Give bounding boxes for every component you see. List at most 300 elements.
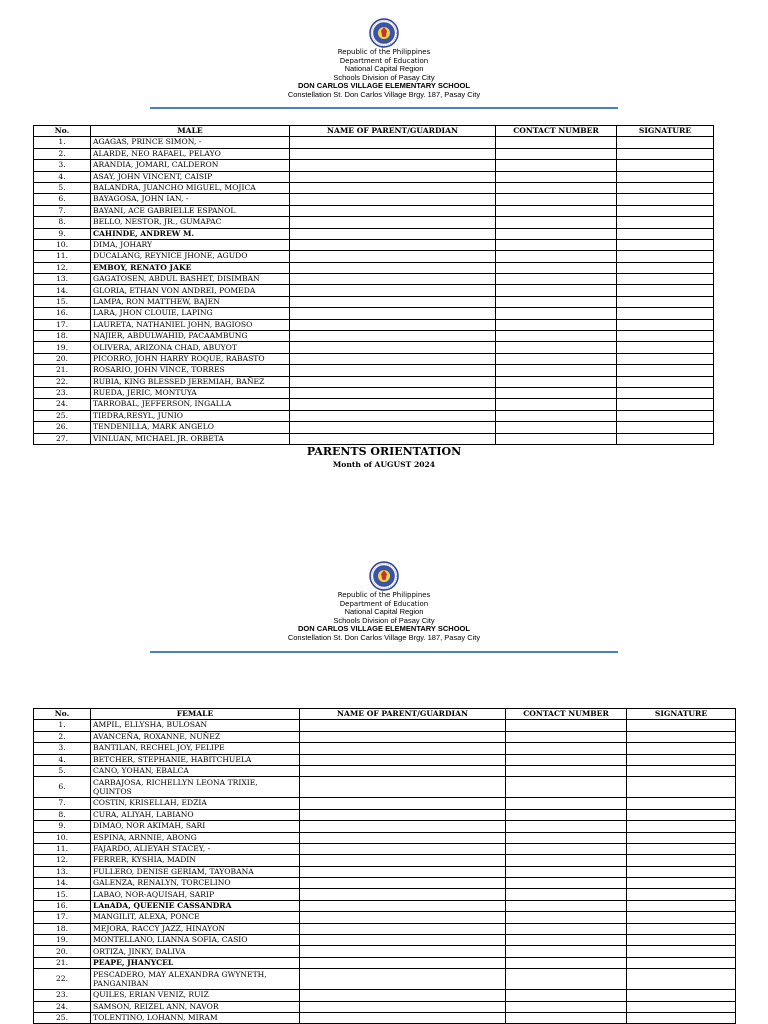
contact-number-cell xyxy=(506,912,627,923)
contact-number-cell xyxy=(496,171,617,182)
parent-name-cell xyxy=(290,319,496,330)
student-name-cell: AGAGAS, PRINCE SIMON, - xyxy=(91,137,290,148)
student-name-cell: QUILES, ERIAN VENIZ, RUIZ xyxy=(91,990,300,1001)
student-name-cell: DIMAO, NOR AKIMAH, SARI xyxy=(91,821,300,832)
row-number-cell: 17. xyxy=(34,912,91,923)
table-row xyxy=(34,194,714,205)
page-title: PARENTS ORIENTATION xyxy=(306,445,462,458)
table-header-row xyxy=(34,709,736,720)
parent-name-cell xyxy=(300,935,506,946)
student-name-cell: LAMPA, RON MATTHEW, BAJEN xyxy=(91,296,290,307)
row-number-cell: 18. xyxy=(34,923,91,934)
row-number-cell: 15. xyxy=(34,889,91,900)
parent-name-cell xyxy=(300,990,506,1001)
parent-name-cell xyxy=(290,365,496,376)
student-name-cell: CARBAJOSA, RICHELLYN LEONA TRIXIE, QUINTOS xyxy=(91,777,300,798)
table-row xyxy=(34,285,714,296)
contact-number-cell xyxy=(496,205,617,216)
student-name-cell: CAHINDE, ANDREW M. xyxy=(91,228,290,239)
header-region: National Capital Region xyxy=(344,607,424,617)
signature-cell xyxy=(627,777,736,798)
row-number-cell: 10. xyxy=(34,239,91,250)
parent-name-cell xyxy=(290,342,496,353)
col-header-male: MALE xyxy=(91,126,290,137)
signature-cell xyxy=(627,878,736,889)
student-name-cell: PICORRO, JOHN HARRY ROQUE, RABASTO xyxy=(91,353,290,364)
signature-cell xyxy=(617,319,714,330)
parent-name-cell xyxy=(290,262,496,273)
row-number-cell: 25. xyxy=(34,1012,91,1023)
parent-name-cell xyxy=(290,308,496,319)
parent-name-cell xyxy=(300,720,506,731)
contact-number-cell xyxy=(506,1001,627,1012)
table-row xyxy=(34,182,714,193)
table-row xyxy=(34,1001,736,1012)
contact-number-cell xyxy=(496,319,617,330)
contact-number-cell xyxy=(506,832,627,843)
table-row xyxy=(34,731,736,742)
parent-name-cell xyxy=(290,239,496,250)
signature-cell xyxy=(617,387,714,398)
signature-cell xyxy=(627,866,736,877)
table-row xyxy=(34,353,714,364)
table-row xyxy=(34,296,714,307)
table-row xyxy=(34,1012,736,1023)
signature-cell xyxy=(627,923,736,934)
parent-name-cell xyxy=(290,296,496,307)
contact-number-cell xyxy=(506,969,627,990)
row-number-cell: 24. xyxy=(34,1001,91,1012)
table-row xyxy=(34,365,714,376)
parent-name-cell xyxy=(300,889,506,900)
parent-name-cell xyxy=(290,433,496,444)
student-name-cell: BETCHER, STEPHANIE, HABITCHUELA xyxy=(91,754,300,765)
contact-number-cell xyxy=(506,889,627,900)
student-name-cell: DIMA, JOHARY xyxy=(91,239,290,250)
parent-name-cell xyxy=(300,1001,506,1012)
signature-cell xyxy=(617,399,714,410)
parent-name-cell xyxy=(300,843,506,854)
student-name-cell: EMBOY, RENATO JAKE xyxy=(91,262,290,273)
row-number-cell: 13. xyxy=(34,274,91,285)
row-number-cell: 5. xyxy=(34,765,91,776)
table-row xyxy=(34,777,736,798)
student-name-cell: RUEDA, JERIC, MONTUYA xyxy=(91,387,290,398)
page-subtitle: Month of AUGUST 2024 xyxy=(332,460,436,469)
parent-name-cell xyxy=(290,387,496,398)
table-row xyxy=(34,843,736,854)
student-name-cell: PEAPE, JHANYCEL xyxy=(91,957,300,968)
student-name-cell: TOLENTINO, LOHANN, MIRAM xyxy=(91,1012,300,1023)
row-number-cell: 21. xyxy=(34,365,91,376)
contact-number-cell xyxy=(506,855,627,866)
parent-name-cell xyxy=(290,171,496,182)
table-row xyxy=(34,912,736,923)
contact-number-cell xyxy=(496,274,617,285)
signature-cell xyxy=(617,422,714,433)
contact-number-cell xyxy=(496,296,617,307)
row-number-cell: 2. xyxy=(34,731,91,742)
parent-name-cell xyxy=(290,228,496,239)
col-header-no: No. xyxy=(34,709,91,720)
header-address: Constellation St. Don Carlos Village Brgy. 187, Pasay City xyxy=(287,89,481,99)
signature-cell xyxy=(617,296,714,307)
contact-number-cell xyxy=(496,410,617,421)
row-number-cell: 20. xyxy=(34,353,91,364)
signature-cell xyxy=(627,912,736,923)
table-row xyxy=(34,765,736,776)
table-row xyxy=(34,137,714,148)
row-number-cell: 8. xyxy=(34,217,91,228)
student-name-cell: FERRER, KYSHIA, MADIN xyxy=(91,855,300,866)
parent-name-cell xyxy=(290,137,496,148)
student-name-cell: LABAO, NOR-AQUISAH, SARIP xyxy=(91,889,300,900)
student-name-cell: NAJIER, ABDULWAHID, PACAAMBUNG xyxy=(91,331,290,342)
parent-name-cell xyxy=(300,798,506,809)
signature-cell xyxy=(617,205,714,216)
row-number-cell: 14. xyxy=(34,285,91,296)
student-name-cell: AVANCEÑA, ROXANNE, NUÑEZ xyxy=(91,731,300,742)
contact-number-cell xyxy=(496,228,617,239)
letterhead xyxy=(0,591,768,643)
student-name-cell: MANGILIT, ALEXA, PONCE xyxy=(91,912,300,923)
student-name-cell: GALENZA, RENALYN, TORCELINO xyxy=(91,878,300,889)
table-row xyxy=(34,878,736,889)
parent-name-cell xyxy=(290,194,496,205)
parent-name-cell xyxy=(300,832,506,843)
contact-number-cell xyxy=(506,743,627,754)
row-number-cell: 3. xyxy=(34,160,91,171)
parent-name-cell xyxy=(290,376,496,387)
student-name-cell: ESPINA, ARNNIE, ABONG xyxy=(91,832,300,843)
header-department: Department of Education xyxy=(339,56,429,65)
contact-number-cell xyxy=(506,957,627,968)
table-row xyxy=(34,720,736,731)
female-roster-table xyxy=(33,708,736,1024)
signature-cell xyxy=(627,743,736,754)
parent-name-cell xyxy=(290,148,496,159)
table-row xyxy=(34,754,736,765)
row-number-cell: 7. xyxy=(34,205,91,216)
row-number-cell: 18. xyxy=(34,331,91,342)
student-name-cell: CANO, YOHAN, EBALCA xyxy=(91,765,300,776)
contact-number-cell xyxy=(496,308,617,319)
parent-name-cell xyxy=(290,422,496,433)
header-school: DON CARLOS VILLAGE ELEMENTARY SCHOOL xyxy=(298,624,470,634)
signature-cell xyxy=(627,1001,736,1012)
contact-number-cell xyxy=(496,137,617,148)
col-header-contact: CONTACT NUMBER xyxy=(506,709,627,720)
parent-name-cell xyxy=(300,866,506,877)
signature-cell xyxy=(627,935,736,946)
table-row xyxy=(34,832,736,843)
row-number-cell: 9. xyxy=(34,821,91,832)
row-number-cell: 21. xyxy=(34,957,91,968)
parent-name-cell xyxy=(300,946,506,957)
signature-cell xyxy=(627,720,736,731)
row-number-cell: 5. xyxy=(34,182,91,193)
signature-cell xyxy=(627,731,736,742)
contact-number-cell xyxy=(496,399,617,410)
row-number-cell: 3. xyxy=(34,743,91,754)
contact-number-cell xyxy=(506,809,627,820)
parent-name-cell xyxy=(300,855,506,866)
signature-cell xyxy=(617,182,714,193)
table-row xyxy=(34,969,736,990)
student-name-cell: ASAY, JOHN VINCENT, CAISIP xyxy=(91,171,290,182)
table-row xyxy=(34,422,714,433)
student-name-cell: TENDENILLA, MARK ANGELO xyxy=(91,422,290,433)
signature-cell xyxy=(617,308,714,319)
header-division: Schools Division of Pasay City xyxy=(333,615,435,625)
signature-cell xyxy=(617,239,714,250)
parent-name-cell xyxy=(300,923,506,934)
contact-number-cell xyxy=(496,239,617,250)
student-name-cell: LAnADA, QUEENIE CASSANDRA xyxy=(91,900,300,911)
signature-cell xyxy=(617,433,714,444)
row-number-cell: 22. xyxy=(34,969,91,990)
contact-number-cell xyxy=(506,843,627,854)
parent-name-cell xyxy=(300,900,506,911)
row-number-cell: 23. xyxy=(34,990,91,1001)
student-name-cell: MEJORA, RACCY JAZZ, HINAYON xyxy=(91,923,300,934)
signature-cell xyxy=(617,353,714,364)
header-address: Constellation St. Don Carlos Village Brgy. 187, Pasay City xyxy=(287,632,481,642)
parent-name-cell xyxy=(290,274,496,285)
signature-cell xyxy=(627,855,736,866)
contact-number-cell xyxy=(506,821,627,832)
table-row xyxy=(34,205,714,216)
contact-number-cell xyxy=(506,990,627,1001)
table-row xyxy=(34,821,736,832)
row-number-cell: 10. xyxy=(34,832,91,843)
contact-number-cell xyxy=(506,935,627,946)
table-row xyxy=(34,217,714,228)
row-number-cell: 12. xyxy=(34,262,91,273)
header-division: Schools Division of Pasay City xyxy=(333,72,435,82)
header-school: DON CARLOS VILLAGE ELEMENTARY SCHOOL xyxy=(298,81,470,91)
table-row xyxy=(34,331,714,342)
signature-cell xyxy=(627,990,736,1001)
contact-number-cell xyxy=(496,433,617,444)
table-row xyxy=(34,855,736,866)
student-name-cell: AMPIL, ELLYSHA, BULOSAN xyxy=(91,720,300,731)
contact-number-cell xyxy=(496,160,617,171)
parent-name-cell xyxy=(300,754,506,765)
contact-number-cell xyxy=(496,251,617,262)
parent-name-cell xyxy=(300,821,506,832)
parent-name-cell xyxy=(300,878,506,889)
contact-number-cell xyxy=(496,331,617,342)
contact-number-cell xyxy=(506,754,627,765)
parent-name-cell xyxy=(300,1012,506,1023)
table-row xyxy=(34,900,736,911)
parent-name-cell xyxy=(290,353,496,364)
header-rule xyxy=(150,651,618,653)
table-row xyxy=(34,433,714,444)
signature-cell xyxy=(627,900,736,911)
table-row xyxy=(34,171,714,182)
col-header-female: FEMALE xyxy=(91,709,300,720)
signature-cell xyxy=(627,765,736,776)
row-number-cell: 4. xyxy=(34,171,91,182)
parent-name-cell xyxy=(290,205,496,216)
table-row xyxy=(34,809,736,820)
contact-number-cell xyxy=(506,777,627,798)
table-row xyxy=(34,262,714,273)
contact-number-cell xyxy=(506,1012,627,1023)
signature-cell xyxy=(617,160,714,171)
table-row xyxy=(34,923,736,934)
student-name-cell: BELLO, NESTOR, JR., GUMAPAC xyxy=(91,217,290,228)
table-row xyxy=(34,743,736,754)
row-number-cell: 6. xyxy=(34,194,91,205)
row-number-cell: 19. xyxy=(34,935,91,946)
signature-cell xyxy=(627,946,736,957)
signature-cell xyxy=(617,148,714,159)
table-row xyxy=(34,319,714,330)
contact-number-cell xyxy=(506,946,627,957)
row-number-cell: 13. xyxy=(34,866,91,877)
table-row xyxy=(34,946,736,957)
contact-number-cell xyxy=(506,731,627,742)
student-name-cell: GAGATOSEN, ABDUL BASHET, DISIMBAN xyxy=(91,274,290,285)
signature-cell xyxy=(627,832,736,843)
header-country: Republic of the Philippines xyxy=(337,48,431,56)
signature-cell xyxy=(617,228,714,239)
row-number-cell: 23. xyxy=(34,387,91,398)
parent-name-cell xyxy=(300,743,506,754)
deped-seal-logo xyxy=(369,561,399,591)
table-row xyxy=(34,239,714,250)
table-row xyxy=(34,399,714,410)
table-row xyxy=(34,160,714,171)
signature-cell xyxy=(627,809,736,820)
contact-number-cell xyxy=(506,798,627,809)
signature-cell xyxy=(617,274,714,285)
table-row xyxy=(34,376,714,387)
row-number-cell: 6. xyxy=(34,777,91,798)
table-row xyxy=(34,866,736,877)
contact-number-cell xyxy=(496,422,617,433)
signature-cell xyxy=(617,251,714,262)
row-number-cell: 17. xyxy=(34,319,91,330)
parent-name-cell xyxy=(300,765,506,776)
row-number-cell: 1. xyxy=(34,137,91,148)
parent-name-cell xyxy=(290,285,496,296)
signature-cell xyxy=(617,331,714,342)
parent-name-cell xyxy=(290,399,496,410)
student-name-cell: ALARDE, NEO RAFAEL, PELAYO xyxy=(91,148,290,159)
table-row xyxy=(34,798,736,809)
student-name-cell: MONTELLANO, LIANNA SOFIA, CASIO xyxy=(91,935,300,946)
row-number-cell: 24. xyxy=(34,399,91,410)
table-row xyxy=(34,957,736,968)
col-header-parent: NAME OF PARENT/GUARDIAN xyxy=(300,709,506,720)
student-name-cell: ORTIZA, JINKY, DALIVA xyxy=(91,946,300,957)
table-row xyxy=(34,342,714,353)
row-number-cell: 15. xyxy=(34,296,91,307)
signature-cell xyxy=(627,798,736,809)
student-name-cell: COSTIN, KRISELLAH, EDZIA xyxy=(91,798,300,809)
student-name-cell: DUCALANG, REYNICE JHONE, AGUDO xyxy=(91,251,290,262)
student-name-cell: FULLERO, DENISE GERIAM, TAYOBANA xyxy=(91,866,300,877)
contact-number-cell xyxy=(496,342,617,353)
contact-number-cell xyxy=(506,878,627,889)
signature-cell xyxy=(627,889,736,900)
student-name-cell: GLORIA, ETHAN VON ANDREI, POMEDA xyxy=(91,285,290,296)
row-number-cell: 16. xyxy=(34,900,91,911)
contact-number-cell xyxy=(506,923,627,934)
table-row xyxy=(34,228,714,239)
contact-number-cell xyxy=(496,262,617,273)
table-row xyxy=(34,387,714,398)
signature-cell xyxy=(627,754,736,765)
row-number-cell: 4. xyxy=(34,754,91,765)
table-header-row xyxy=(34,126,714,137)
parent-name-cell xyxy=(290,331,496,342)
table-row xyxy=(34,990,736,1001)
contact-number-cell xyxy=(496,194,617,205)
row-number-cell: 19. xyxy=(34,342,91,353)
student-name-cell: LARA, JHON CLOUIE, LAPING xyxy=(91,308,290,319)
male-roster-table xyxy=(33,125,714,445)
student-name-cell: ROSARIO, JOHN VINCE, TORRES xyxy=(91,365,290,376)
row-number-cell: 25. xyxy=(34,410,91,421)
letterhead xyxy=(0,48,768,100)
row-number-cell: 16. xyxy=(34,308,91,319)
table-row xyxy=(34,251,714,262)
signature-cell xyxy=(617,217,714,228)
table-row xyxy=(34,410,714,421)
signature-cell xyxy=(617,137,714,148)
signature-cell xyxy=(627,821,736,832)
parent-name-cell xyxy=(300,731,506,742)
contact-number-cell xyxy=(496,365,617,376)
student-name-cell: BANTILAN, RECHEL JOY, FELIPE xyxy=(91,743,300,754)
contact-number-cell xyxy=(496,285,617,296)
student-name-cell: BALANDRA, JUANCHO MIGUEL, MOJICA xyxy=(91,182,290,193)
student-name-cell: BAYAGOSA, JOHN IAN, - xyxy=(91,194,290,205)
col-header-contact: CONTACT NUMBER xyxy=(496,126,617,137)
signature-cell xyxy=(617,285,714,296)
signature-cell xyxy=(617,342,714,353)
header-department: Department of Education xyxy=(339,599,429,608)
signature-cell xyxy=(617,262,714,273)
contact-number-cell xyxy=(506,866,627,877)
contact-number-cell xyxy=(506,720,627,731)
student-name-cell: FAJARDO, ALIEYAH STACEY, - xyxy=(91,843,300,854)
student-name-cell: SAMSON, REIZEL ANN, NAVOR xyxy=(91,1001,300,1012)
parent-name-cell xyxy=(290,182,496,193)
contact-number-cell xyxy=(496,376,617,387)
row-number-cell: 27. xyxy=(34,433,91,444)
table-row xyxy=(34,274,714,285)
signature-cell xyxy=(627,1012,736,1023)
parent-name-cell xyxy=(290,160,496,171)
row-number-cell: 14. xyxy=(34,878,91,889)
contact-number-cell xyxy=(506,900,627,911)
parent-name-cell xyxy=(300,912,506,923)
header-rule xyxy=(150,107,618,109)
row-number-cell: 2. xyxy=(34,148,91,159)
table-row xyxy=(34,308,714,319)
student-name-cell: OLIVERA, ARIZONA CHAD, ABUYOT xyxy=(91,342,290,353)
contact-number-cell xyxy=(506,765,627,776)
contact-number-cell xyxy=(496,387,617,398)
contact-number-cell xyxy=(496,217,617,228)
col-header-signature: SIGNATURE xyxy=(627,709,736,720)
